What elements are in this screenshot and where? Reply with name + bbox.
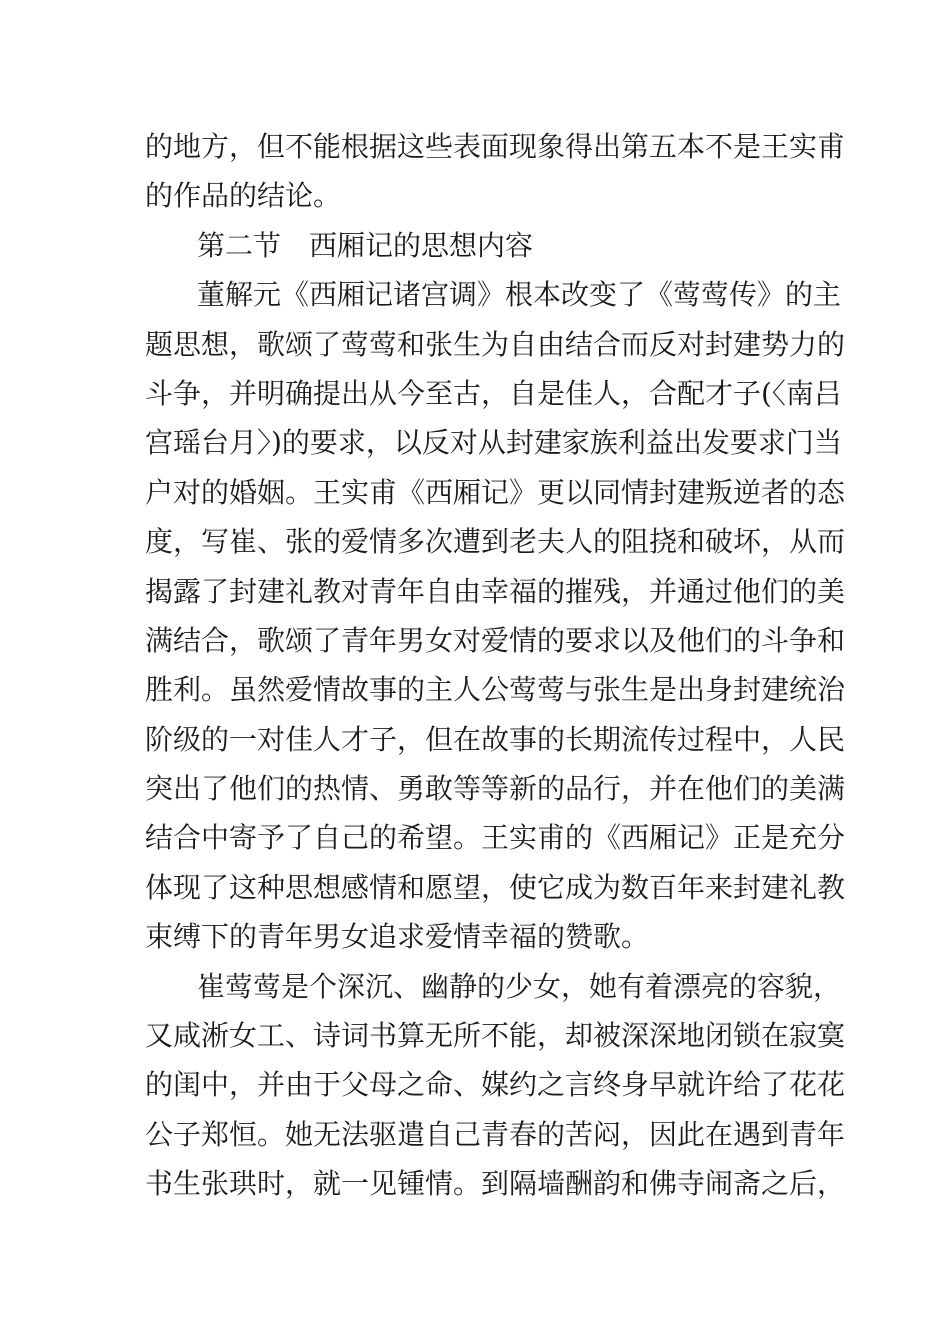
text-line: 的闺中，并由于父母之命、媒约之言终身早就许给了花花	[145, 1068, 846, 1102]
text-line: 书生张珙时，就一见锺情。到隔墙酬韵和佛寺闹斋之后，	[145, 1167, 846, 1201]
paragraph-first-line: 崔莺莺是个深沉、幽静的少女，她有着漂亮的容貌，	[197, 969, 842, 1003]
text-line: 的地方，但不能根据这些表面现象得出第五本不是王实甫	[145, 130, 846, 163]
text-line: 结合中寄予了自己的希望。王实甫的《西厢记》正是充分	[145, 821, 846, 855]
section-heading	[145, 221, 810, 270]
text-line: 阶级的一对佳人才子，但在故事的长期流传过程中，人民	[145, 722, 846, 756]
text-line: 满结合，歌颂了青年男女对爱情的要求以及他们的斗争和	[145, 623, 846, 657]
text-line: 宫瑶台月〉)的要求，以反对从封建家族利益出发要求门当	[145, 426, 842, 460]
body-text	[145, 122, 846, 1209]
text-line: 胜利。虽然爱情故事的主人公莺莺与张生是出身封建统治	[145, 673, 846, 707]
text-line: 的作品的结论。	[145, 179, 342, 213]
text-line: 揭露了封建礼教对青年自由幸福的摧残，并通过他们的美	[145, 574, 846, 608]
text-line: 公子郑恒。她无法驱遣自己青春的苦闷，因此在遇到青年	[145, 1117, 846, 1151]
text-line: 体现了这种思想感情和愿望，使它成为数百年来封建礼教	[145, 870, 846, 904]
section-title: 西厢记的思想内容	[309, 228, 534, 262]
text-line: 突出了他们的热情、勇敢等等新的品行，并在他们的美满	[145, 772, 846, 806]
text-line: 束缚下的青年男女追求爱情幸福的赞歌。	[145, 920, 650, 954]
text-line: 户对的婚姻。王实甫《西厢记》更以同情封建叛逆者的态	[145, 475, 846, 509]
section-number: 第二节	[197, 228, 282, 262]
text-line: 度，写崔、张的爱情多次遭到老夫人的阻挠和破坏，从而	[145, 525, 846, 559]
paragraph-first-line: 董解元《西厢记诸宫调》根本改变了《莺莺传》的主	[197, 278, 842, 312]
text-line: 斗争，并明确提出从今至古，自是佳人，合配才子(〈南吕	[145, 376, 842, 410]
text-line: 又咸淅女工、诗词书算无所不能，却被深深地闭锁在寂寞	[145, 1019, 846, 1053]
text-line: 题思想，歌颂了莺莺和张生为自由结合而反对封建势力的	[145, 327, 846, 361]
